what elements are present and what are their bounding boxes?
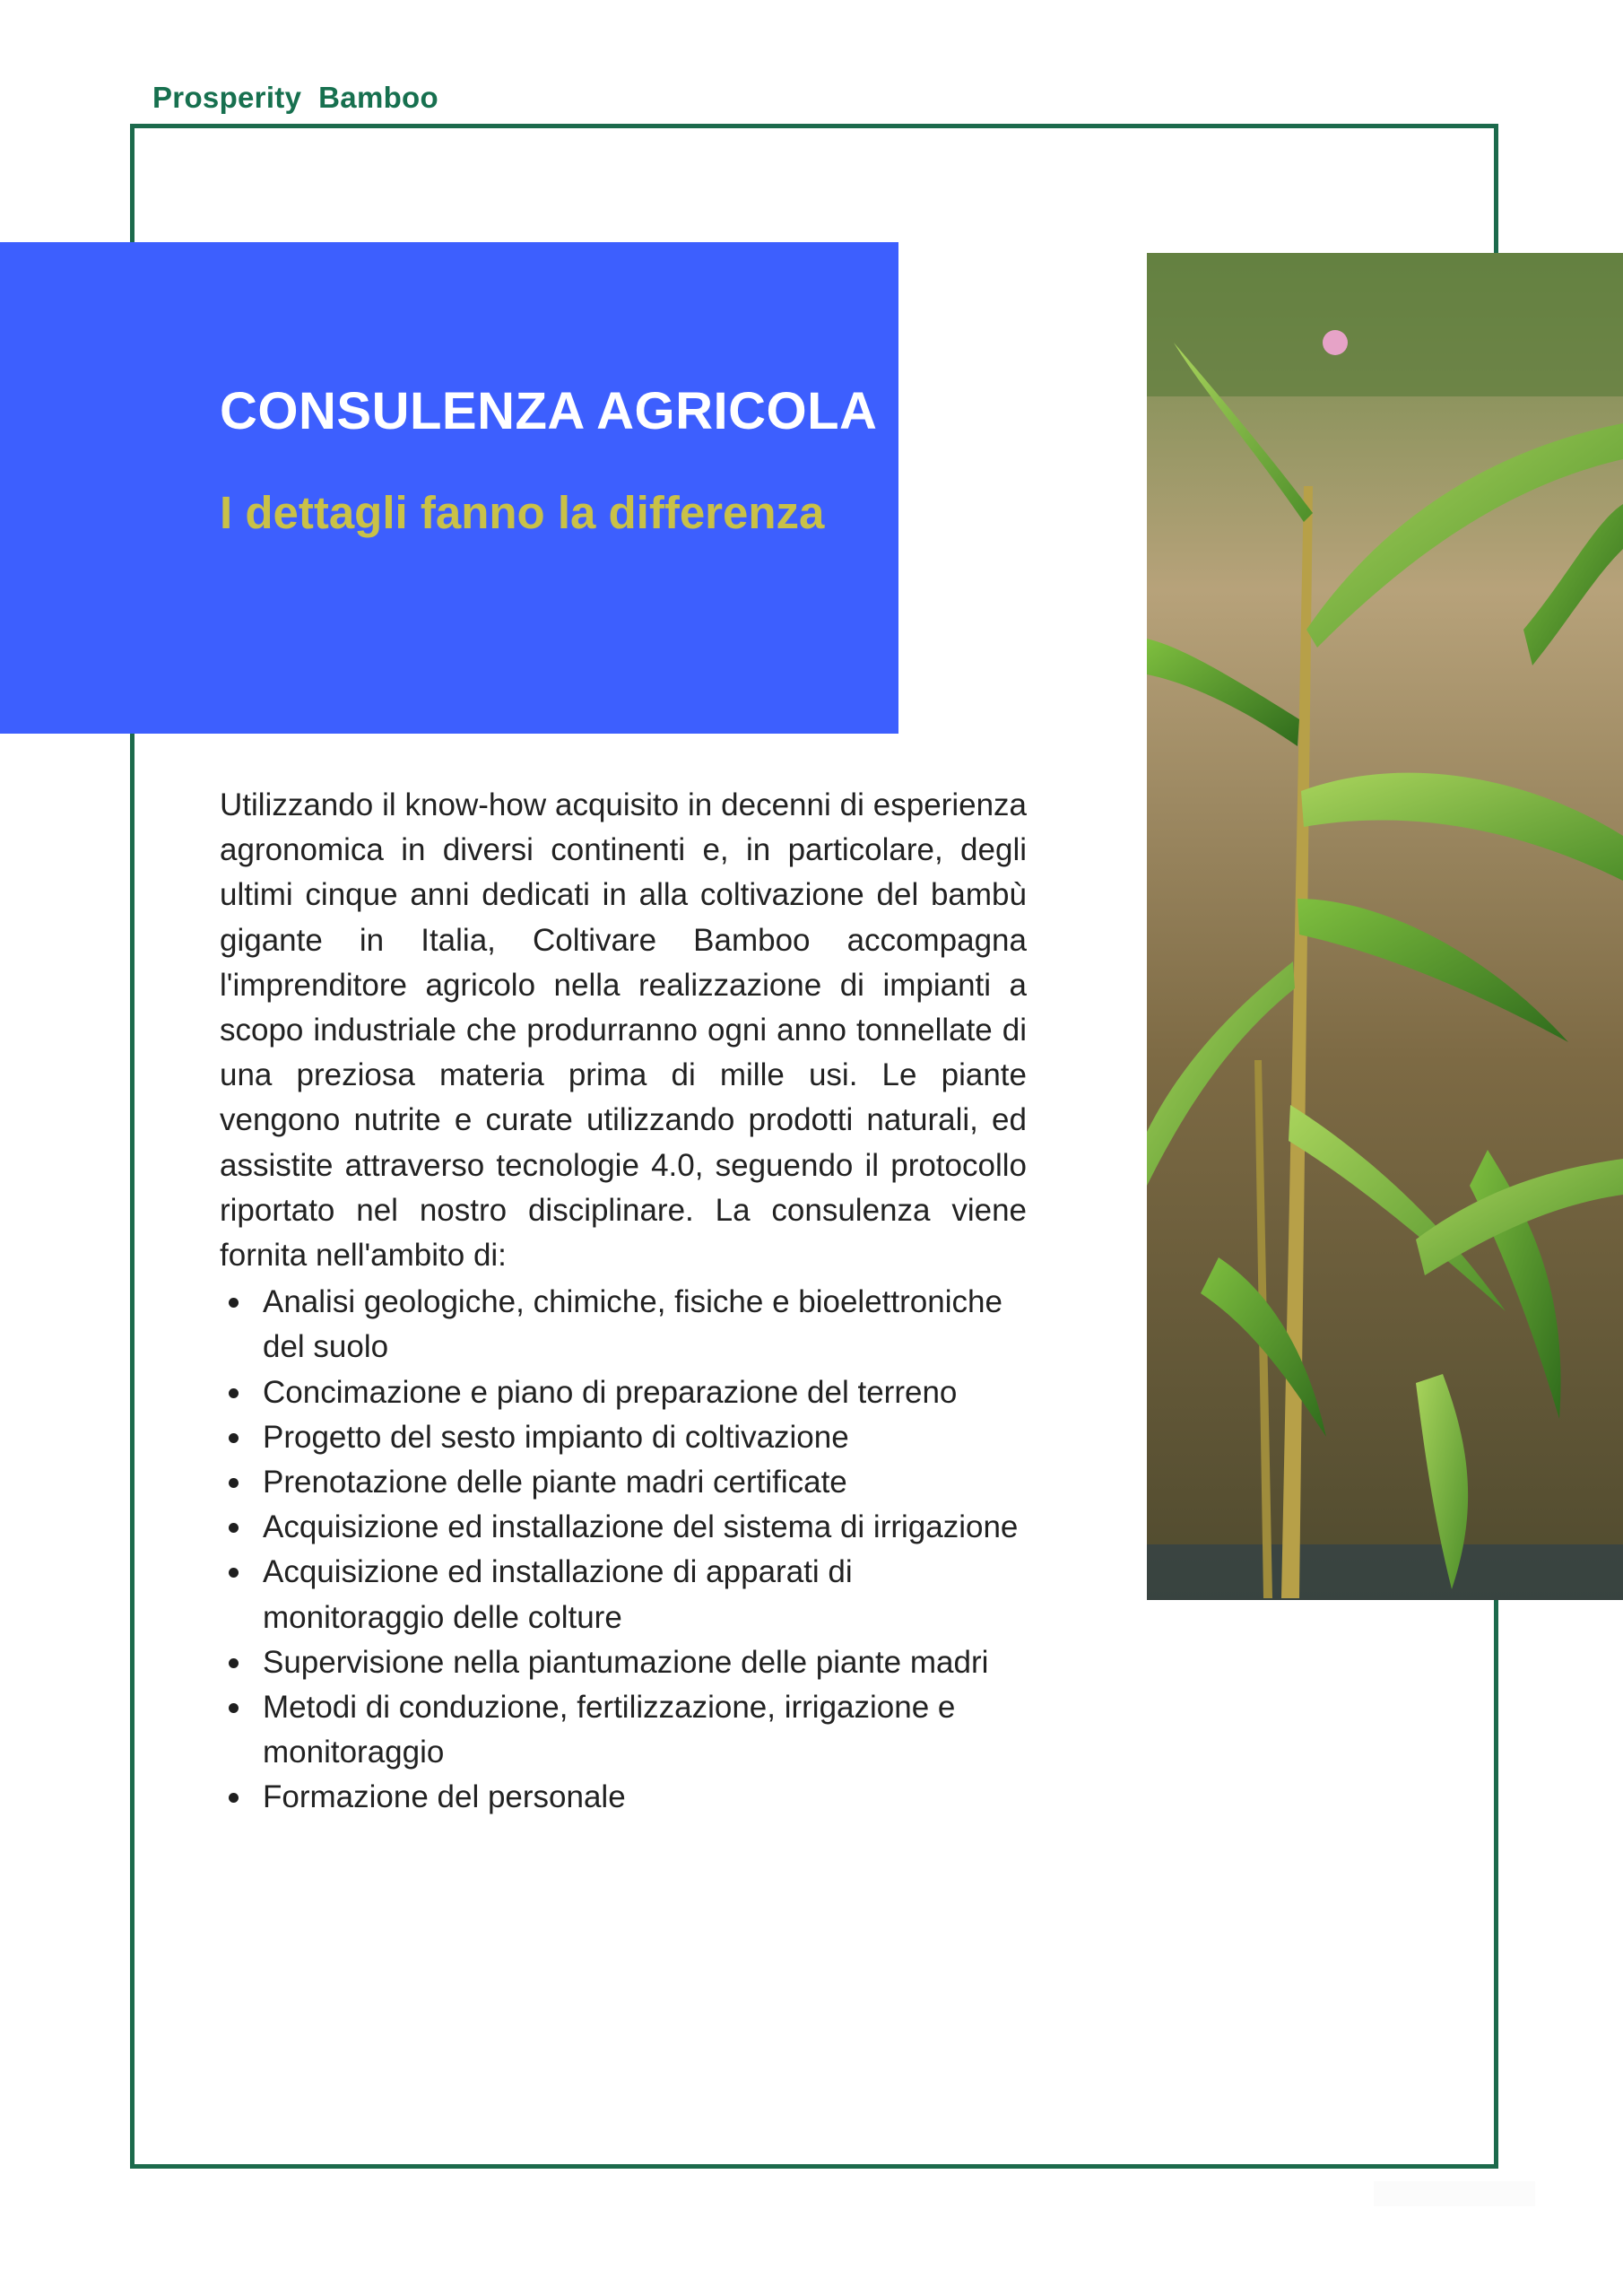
page-title: CONSULENZA AGRICOLA (220, 382, 878, 440)
list-item-text: Acquisizione ed installazione del sistema di irrigazione (263, 1509, 1019, 1545)
intro-paragraph: Utilizzando il know-how acquisito in decenni di esperienza agronomica in diversi continenti e, in particolare, degli ultimi cinque anni dedicati in alla coltivazione del bambù gigante in Italia, Coltivare Bamboo accompagna l'imprenditore agricolo nella realizzazione di impianti a scopo industriale che produrranno ogni anno tonnellate di una preziosa materia prima di mille usi. Le piante vengono nutrite e curate utilizzando prodotti naturali, ed assistite attraverso tecnologie 4.0, seguendo il protocollo riportato nel nostro disciplinare. La consulenza viene fornita nell'ambito di: (220, 787, 1027, 1274)
list-item-text: Concimazione e piano di preparazione del terreno (263, 1374, 958, 1410)
bullet-icon (229, 1568, 239, 1578)
bullet-icon (229, 1388, 239, 1398)
list-item (220, 1280, 1027, 1370)
title-banner (0, 242, 898, 734)
list-item-text: Progetto del sesto impianto di coltivazione (263, 1419, 849, 1455)
bullet-icon (229, 1298, 239, 1308)
list-item-text: Acquisizione ed installazione di apparati di monitoraggio delle colture (263, 1554, 853, 1635)
bullet-icon (229, 1658, 239, 1668)
brand-name: Prosperity Bamboo (152, 81, 438, 114)
list-item (220, 1550, 1027, 1639)
body-content (220, 783, 1027, 1821)
bullet-icon (229, 1478, 239, 1488)
list-item (220, 1505, 1027, 1550)
bamboo-plant-illustration (1147, 253, 1623, 1600)
list-item (220, 1685, 1027, 1775)
page-number-area (1374, 2181, 1535, 2206)
page-subtitle: I dettagli fanno la differenza (220, 487, 825, 538)
list-item-text: Metodi di conduzione, fertilizzazione, irrigazione e monitoraggio (263, 1690, 956, 1770)
bullet-icon (229, 1793, 239, 1803)
list-item-text: Analisi geologiche, chimiche, fisiche e bioelettroniche del suolo (263, 1284, 1002, 1365)
list-item (220, 1370, 1027, 1415)
bullet-icon (229, 1523, 239, 1533)
bamboo-photo (1147, 253, 1623, 1600)
bullet-icon (229, 1703, 239, 1713)
list-item-text: Supervisione nella piantumazione delle piante madri (263, 1644, 989, 1680)
services-list (220, 1280, 1027, 1820)
list-item (220, 1415, 1027, 1460)
list-item (220, 1775, 1027, 1820)
list-item-text: Prenotazione delle piante madri certificate (263, 1465, 847, 1500)
list-item-text: Formazione del personale (263, 1779, 626, 1815)
bullet-icon (229, 1433, 239, 1443)
list-item (220, 1640, 1027, 1685)
list-item (220, 1460, 1027, 1505)
